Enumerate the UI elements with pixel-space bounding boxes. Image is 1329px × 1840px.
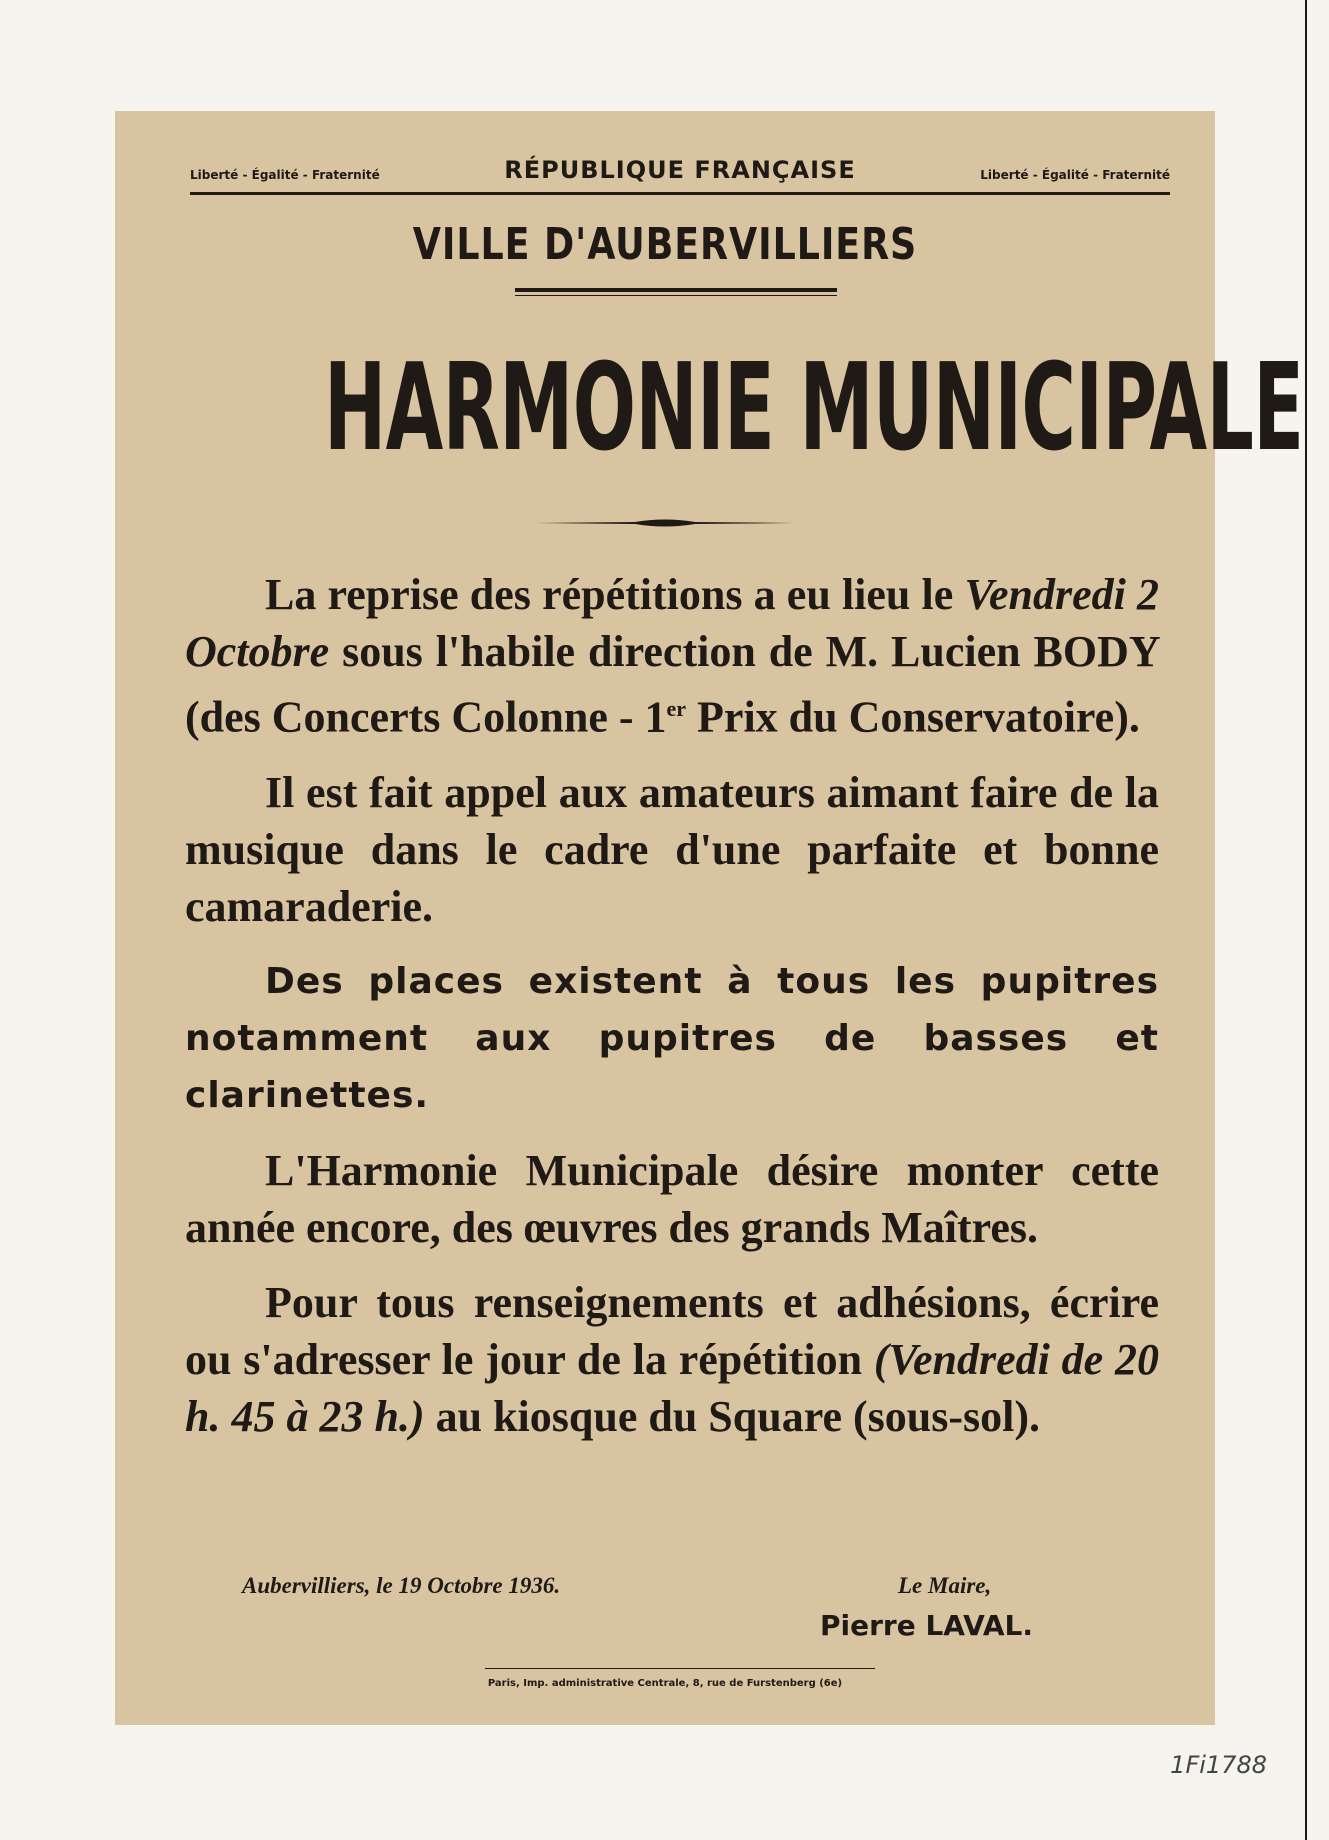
poster-body — [185, 566, 1159, 1463]
paragraph-4: L'Harmonie Municipale désire monter cette année encore, des œuvres des grands Maîtres. — [185, 1145, 1159, 1252]
header-row — [190, 156, 1170, 186]
mayor-label: Le Maire, — [898, 1573, 992, 1598]
poster-title: HARMONIE MUNICIPALE — [324, 339, 1304, 478]
mayor-name: Pierre LAVAL. — [820, 1609, 1033, 1642]
header-rule — [190, 192, 1170, 195]
conductor-name: BODY — [1033, 627, 1159, 676]
paragraph-2: Il est fait appel aux amateurs aimant faire de la musique dans le cadre d'une parfaite et bonne camaraderie. — [185, 767, 1159, 931]
town-rule-thin — [515, 295, 837, 296]
signature-date: Aubervilliers, le 19 Octobre 1936. — [242, 1573, 561, 1598]
rehearsal-time: (Vendredi de 20 h. 45 à 23 h.) — [185, 1334, 1160, 1441]
ornament-swash — [535, 515, 795, 531]
shelfmark: 1Fi1788 — [1170, 1751, 1267, 1779]
republic-heading: RÉPUBLIQUE FRANÇAISE — [504, 156, 856, 184]
town-rule — [515, 288, 837, 292]
motto-right: Liberté - Égalité - Fraternité — [980, 168, 1170, 182]
paragraph-3: Des places existent à tous les pupitres notamment aux pupitres de basses et clarinettes. — [185, 960, 1159, 1116]
town-heading: VILLE D'AUBERVILLIERS — [412, 219, 918, 270]
paragraph-1: La reprise des répétitions a eu lieu le Vendredi 2 Octobre sous l'habile direction de M. Lucien BODY (des Concerts Colonne - 1er Prix du Conservatoire). — [185, 570, 1159, 742]
rehearsal-date: Vendredi 2 Octobre — [185, 570, 1159, 676]
imprint-rule — [485, 1668, 875, 1669]
poster — [115, 111, 1304, 1725]
paragraph-5: Pour tous renseignements et adhésions, écrire ou s'adresser le jour de la répétition (Vendredi de 20 h. 45 à 23 h.) au kiosque du Square (sous-sol). — [185, 1277, 1160, 1441]
motto-left: Liberté - Égalité - Fraternité — [190, 168, 380, 182]
printer-imprint: Paris, Imp. administrative Centrale, 8, rue de Furstenberg (6e) — [487, 1678, 843, 1689]
page-edge-line — [1305, 0, 1307, 1840]
